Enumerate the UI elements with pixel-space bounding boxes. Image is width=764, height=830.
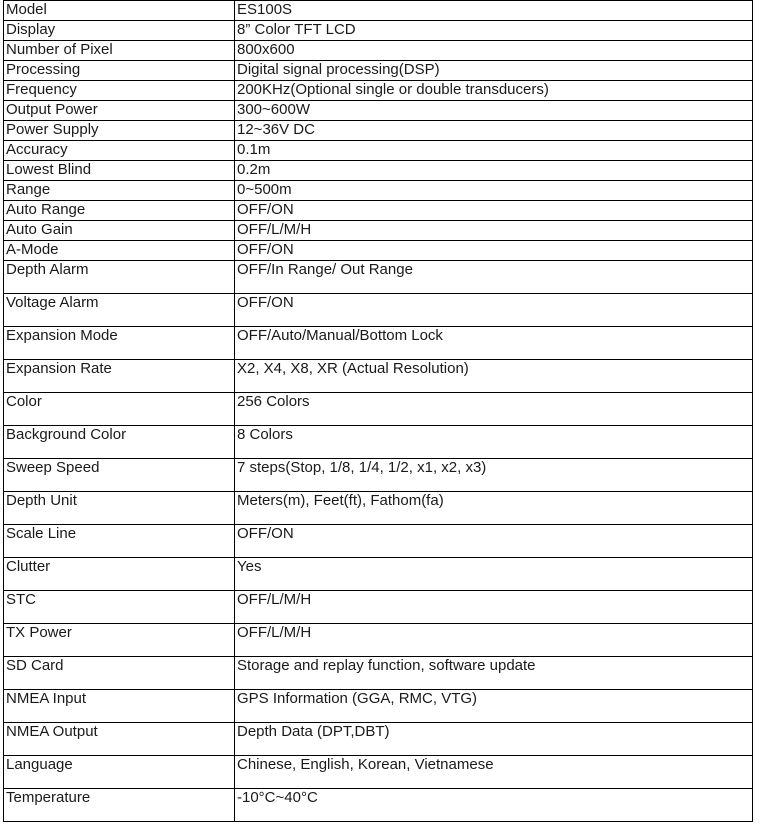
spec-label: NMEA Input: [4, 690, 235, 723]
spec-value: Chinese, English, Korean, Vietnamese: [235, 756, 753, 789]
spec-value: GPS Information (GGA, RMC, VTG): [235, 690, 753, 723]
spec-label: Display: [4, 21, 235, 41]
spec-row-range: [4, 181, 753, 201]
spec-label: NMEA Output: [4, 723, 235, 756]
spec-value: Depth Data (DPT,DBT): [235, 723, 753, 756]
spec-value: X2, X4, X8, XR (Actual Resolution): [235, 360, 753, 393]
spec-row-background-color: [4, 426, 753, 459]
spec-row-number-of-pixel: [4, 41, 753, 61]
spec-value: 200KHz(Optional single or double transducers): [235, 81, 753, 101]
spec-value: OFF/ON: [235, 201, 753, 221]
spec-label: Auto Range: [4, 201, 235, 221]
spec-value: 8 Colors: [235, 426, 753, 459]
spec-row-tx-power: [4, 624, 753, 657]
spec-value: 256 Colors: [235, 393, 753, 426]
spec-row-output-power: [4, 101, 753, 121]
spec-row-nmea-input: [4, 690, 753, 723]
spec-value: Yes: [235, 558, 753, 591]
spec-row-expansion-mode: [4, 327, 753, 360]
spec-row-depth-alarm: [4, 261, 753, 294]
spec-label: Scale Line: [4, 525, 235, 558]
spec-label: Expansion Rate: [4, 360, 235, 393]
spec-label: Processing: [4, 61, 235, 81]
spec-label: Lowest Blind: [4, 161, 235, 181]
spec-value: OFF/ON: [235, 525, 753, 558]
spec-value: 300~600W: [235, 101, 753, 121]
spec-row-temperature: [4, 789, 753, 822]
spec-label: Depth Alarm: [4, 261, 235, 294]
spec-label: Depth Unit: [4, 492, 235, 525]
spec-row-nmea-output: [4, 723, 753, 756]
spec-row-clutter: [4, 558, 753, 591]
spec-value: Digital signal processing(DSP): [235, 61, 753, 81]
spec-table-body: [4, 1, 753, 822]
spec-label: Model: [4, 1, 235, 21]
spec-label: TX Power: [4, 624, 235, 657]
spec-label: Language: [4, 756, 235, 789]
spec-row-depth-unit: [4, 492, 753, 525]
spec-label: SD Card: [4, 657, 235, 690]
spec-value: OFF/L/M/H: [235, 591, 753, 624]
spec-row-language: [4, 756, 753, 789]
spec-row-processing: [4, 61, 753, 81]
spec-label: Number of Pixel: [4, 41, 235, 61]
spec-row-expansion-rate: [4, 360, 753, 393]
spec-value: OFF/ON: [235, 294, 753, 327]
spec-row-sweep-speed: [4, 459, 753, 492]
spec-label: Expansion Mode: [4, 327, 235, 360]
spec-label: Voltage Alarm: [4, 294, 235, 327]
spec-value: 0~500m: [235, 181, 753, 201]
spec-value: 8” Color TFT LCD: [235, 21, 753, 41]
spec-label: Temperature: [4, 789, 235, 822]
spec-row-accuracy: [4, 141, 753, 161]
spec-row-voltage-alarm: [4, 294, 753, 327]
spec-row-sd-card: [4, 657, 753, 690]
spec-value: Meters(m), Feet(ft), Fathom(fa): [235, 492, 753, 525]
spec-row-auto-range: [4, 201, 753, 221]
spec-label: Background Color: [4, 426, 235, 459]
spec-row-frequency: [4, 81, 753, 101]
spec-row-power-supply: [4, 121, 753, 141]
spec-value: OFF/ON: [235, 241, 753, 261]
spec-label: Output Power: [4, 101, 235, 121]
spec-label: Sweep Speed: [4, 459, 235, 492]
spec-row-model: [4, 1, 753, 21]
spec-value: OFF/Auto/Manual/Bottom Lock: [235, 327, 753, 360]
spec-value: Storage and replay function, software update: [235, 657, 753, 690]
spec-label: Auto Gain: [4, 221, 235, 241]
spec-value: 7 steps(Stop, 1/8, 1/4, 1/2, x1, x2, x3): [235, 459, 753, 492]
spec-value: 0.2m: [235, 161, 753, 181]
spec-row-a-mode: [4, 241, 753, 261]
spec-table: [3, 0, 753, 822]
spec-value: OFF/L/M/H: [235, 624, 753, 657]
spec-label: A-Mode: [4, 241, 235, 261]
spec-label: Power Supply: [4, 121, 235, 141]
spec-row-color: [4, 393, 753, 426]
spec-row-scale-line: [4, 525, 753, 558]
spec-value: 800x600: [235, 41, 753, 61]
spec-label: Frequency: [4, 81, 235, 101]
spec-value: 0.1m: [235, 141, 753, 161]
spec-row-stc: [4, 591, 753, 624]
spec-label: Color: [4, 393, 235, 426]
spec-row-display: [4, 21, 753, 41]
spec-label: Range: [4, 181, 235, 201]
spec-value: OFF/L/M/H: [235, 221, 753, 241]
spec-label: STC: [4, 591, 235, 624]
spec-value: OFF/In Range/ Out Range: [235, 261, 753, 294]
spec-row-lowest-blind: [4, 161, 753, 181]
spec-value: ES100S: [235, 1, 753, 21]
spec-row-auto-gain: [4, 221, 753, 241]
spec-label: Accuracy: [4, 141, 235, 161]
spec-label: Clutter: [4, 558, 235, 591]
spec-value: 12~36V DC: [235, 121, 753, 141]
spec-value: -10°C~40°C: [235, 789, 753, 822]
